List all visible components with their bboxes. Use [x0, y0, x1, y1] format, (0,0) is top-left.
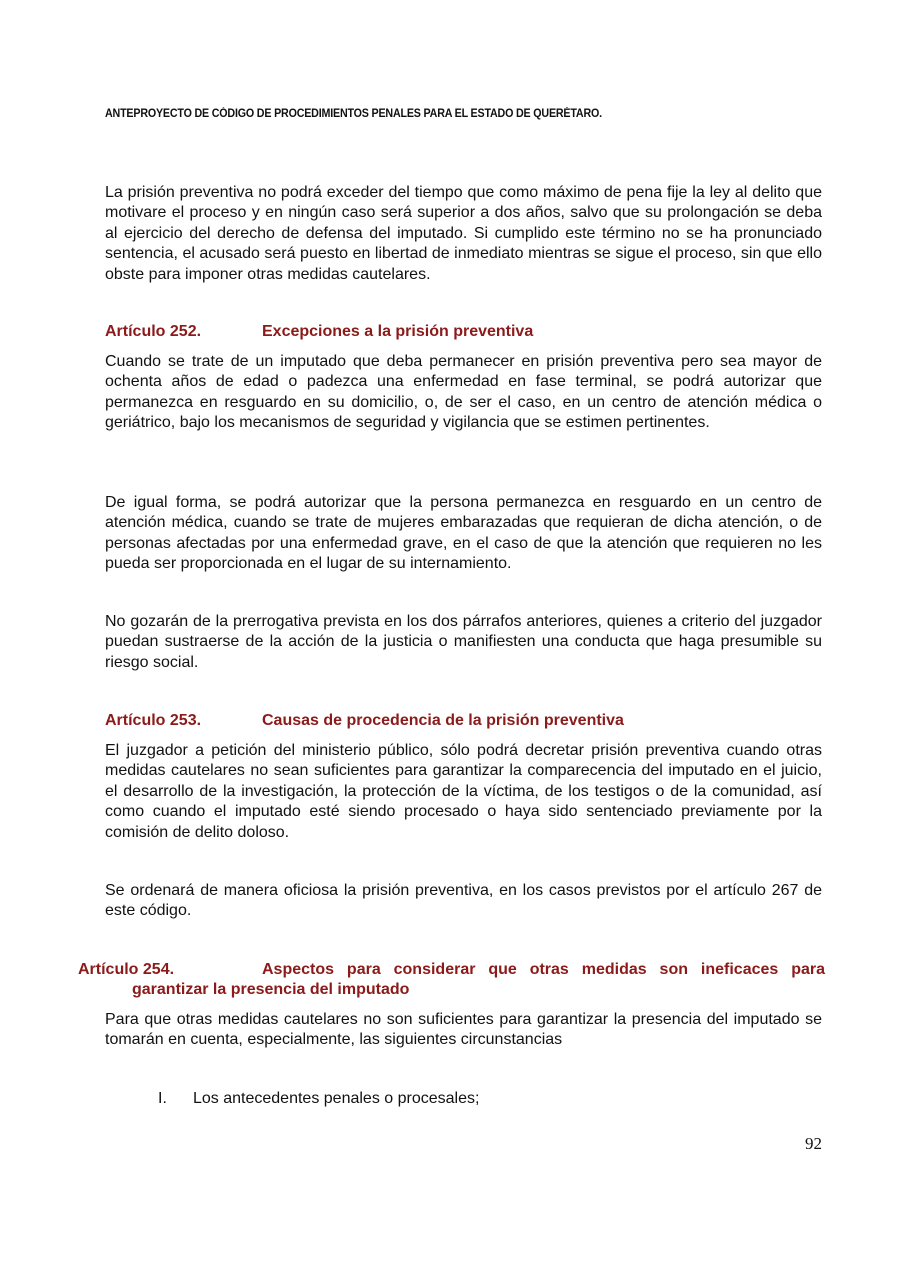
article-254-title: Aspectos para considerar que otras medidas son ineficaces para garantizar la presencia del imputado [132, 961, 825, 999]
paragraph-official-order: Se ordenará de manera oficiosa la prisión preventiva, en los casos previstos por el artículo 267 de este código. [105, 882, 822, 920]
article-253-title: Causas de procedencia de la prisión preventiva [262, 712, 624, 729]
document-header: ANTEPROYECTO DE CÓDIGO DE PROCEDIMIENTOS PENALES PARA EL ESTADO DE QUERÉTARO. [105, 108, 602, 120]
page-number: 92 [805, 1134, 822, 1153]
paragraph-procedure-causes: El juzgador a petición del ministerio público, sólo podrá decretar prisión preventiva cuando otras medidas cautelares no sean suficientes para garantizar la comparecencia del imputado en el juicio, el desarrollo de la investigación, la protección de la víctima, de los testigos o de la comunidad, así como cuando el imputado esté siendo procesado o haya sido sentenciado previamente por la comisión de delito doloso. [105, 742, 822, 841]
article-253-number: Artículo 253. [105, 712, 202, 729]
list-numeral: I. [158, 1090, 167, 1107]
paragraph-medical-care: De igual forma, se podrá autorizar que la persona permanezca en resguardo en un centro de atención médica, cuando se trate de mujeres embarazadas que requieran de dicha atención, o de personas afectadas por una enfermedad grave, en el caso de que la atención que requieren no les pueda ser proporcionada en el lugar de su internamiento. [105, 494, 822, 573]
paragraph-circumstances: Para que otras medidas cautelares no son suficientes para garantizar la presencia del imputado se tomarán en cuenta, especialmente, las siguientes circunstancias [105, 1011, 822, 1049]
article-254-heading [78, 960, 825, 1001]
list-text: Los antecedentes penales o procesales; [193, 1090, 480, 1107]
article-252-title: Excepciones a la prisión preventiva [262, 323, 534, 340]
article-253-heading [105, 711, 825, 731]
paragraph-prison-limit: La prisión preventiva no podrá exceder del tiempo que como máximo de pena fije la ley al delito que motivare el proceso y en ningún caso será superior a dos años, salvo que su prolongación se deba al ejercicio del derecho de defensa del imputado. Si cumplido este término no se ha pronunciado sentencia, el acusado será puesto en libertad de inmediato mientras se sigue el proceso, sin que ello obste para imponer otras medidas cautelares. [105, 184, 822, 283]
list-item [158, 1089, 479, 1109]
article-252-heading [105, 322, 825, 342]
paragraph-prerogative: No gozarán de la prerrogativa prevista en los dos párrafos anteriores, quienes a criterio del juzgador puedan sustraerse de la acción de la justicia o manifiesten una conducta que haga presumible su riesgo social. [105, 613, 822, 671]
paragraph-exceptions: Cuando se trate de un imputado que deba permanecer en prisión preventiva pero sea mayor de ochenta años de edad o padezca una enfermedad en fase terminal, se podrá autorizar que permanezca en resguardo en su domicilio, o, de ser el caso, en un centro de atención médica o geriátrico, bajo los mecanismos de seguridad y vigilancia que se estimen pertinentes. [105, 353, 822, 432]
article-252-number: Artículo 252. [105, 323, 202, 340]
article-254-number: Artículo 254. [78, 961, 175, 978]
